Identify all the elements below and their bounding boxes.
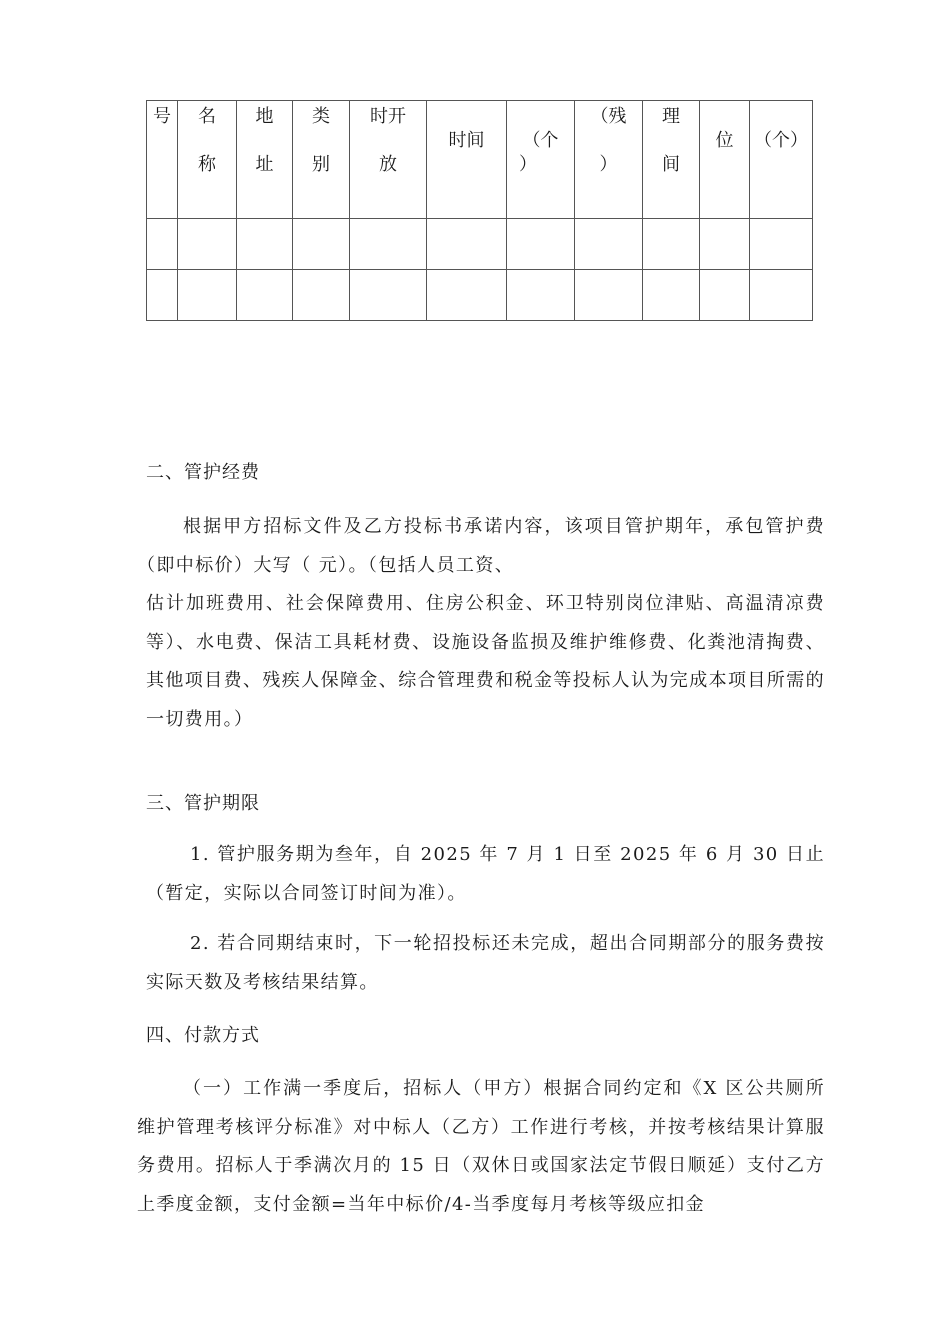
table-row: [147, 270, 813, 321]
table-cell: [178, 270, 237, 321]
header-cell: 名 称: [178, 101, 237, 219]
table-cell: [507, 270, 575, 321]
term-paragraph-1: 1. 管护服务期为叁年，自 2025 年 7 月 1 日至 2025 年 6 月 30 日止（暂定，实际以合同签订时间为准）。: [146, 844, 825, 904]
header-cell: 时开 放: [350, 101, 427, 219]
payment-paragraph-1: （一）工作满一季度后，招标人（甲方）根据合同约定和《X 区公共厕所维护管理考核评分标准》对中标人（乙方）工作进行考核，并按考核结果计算服务费用。招标人于季满次月的 15 日（双休日或国家法定节假日顺延）支付乙方上季度金额，支付金额=当年中标价/4-当季度每月考核等级应扣金: [137, 1078, 825, 1215]
section-heading-term: 三、管护期限: [146, 793, 260, 814]
table-cell: [700, 270, 750, 321]
table-cell: [293, 219, 350, 270]
header-cell: （个 ）: [507, 101, 575, 219]
table-cell: [750, 270, 813, 321]
header-cell: 时间: [427, 101, 507, 219]
fee-paragraph-1: 根据甲方招标文件及乙方投标书承诺内容，该项目管护期年，承包管护费（即中标价）大写（ 元）。（包括人员工资、: [137, 516, 825, 576]
header-cell: 位: [700, 101, 750, 219]
header-cell: 类 别: [293, 101, 350, 219]
table-cell: [237, 219, 293, 270]
header-cell: 号: [147, 101, 178, 219]
table-cell: [237, 270, 293, 321]
table-cell: [575, 270, 643, 321]
fee-paragraph-2: 估计加班费用、社会保障费用、住房公积金、环卫特别岗位津贴、高温清凉费等）、水电费、保洁工具耗材费、设施设备监损及维护维修费、化粪池清掏费、其他项目费、残疾人保障金、综合管理费和税金等投标人认为完成本项目所需的一切费用。）: [146, 593, 825, 730]
header-cell: （个）: [750, 101, 813, 219]
table-cell: [643, 270, 700, 321]
table-cell: [293, 270, 350, 321]
header-cell: （残 ）: [575, 101, 643, 219]
table-header-row: [147, 101, 813, 219]
section-heading-fee: 二、管护经费: [146, 462, 260, 483]
table-cell: [700, 219, 750, 270]
header-cell: 理 间: [643, 101, 700, 219]
table-cell: [427, 270, 507, 321]
header-cell: 地 址: [237, 101, 293, 219]
table-cell: [178, 219, 237, 270]
section-heading-payment: 四、付款方式: [146, 1025, 260, 1046]
table-cell: [750, 219, 813, 270]
table-cell: [575, 219, 643, 270]
table-cell: [147, 270, 178, 321]
table-cell: [507, 219, 575, 270]
table-cell: [350, 219, 427, 270]
term-paragraph-2: 2. 若合同期结束时，下一轮招投标还未完成，超出合同期部分的服务费按实际天数及考核结果结算。: [146, 933, 825, 993]
table-cell: [350, 270, 427, 321]
table-cell: [147, 219, 178, 270]
table-cell: [427, 219, 507, 270]
facility-table: [146, 100, 813, 321]
table-cell: [643, 219, 700, 270]
table-row: [147, 219, 813, 270]
